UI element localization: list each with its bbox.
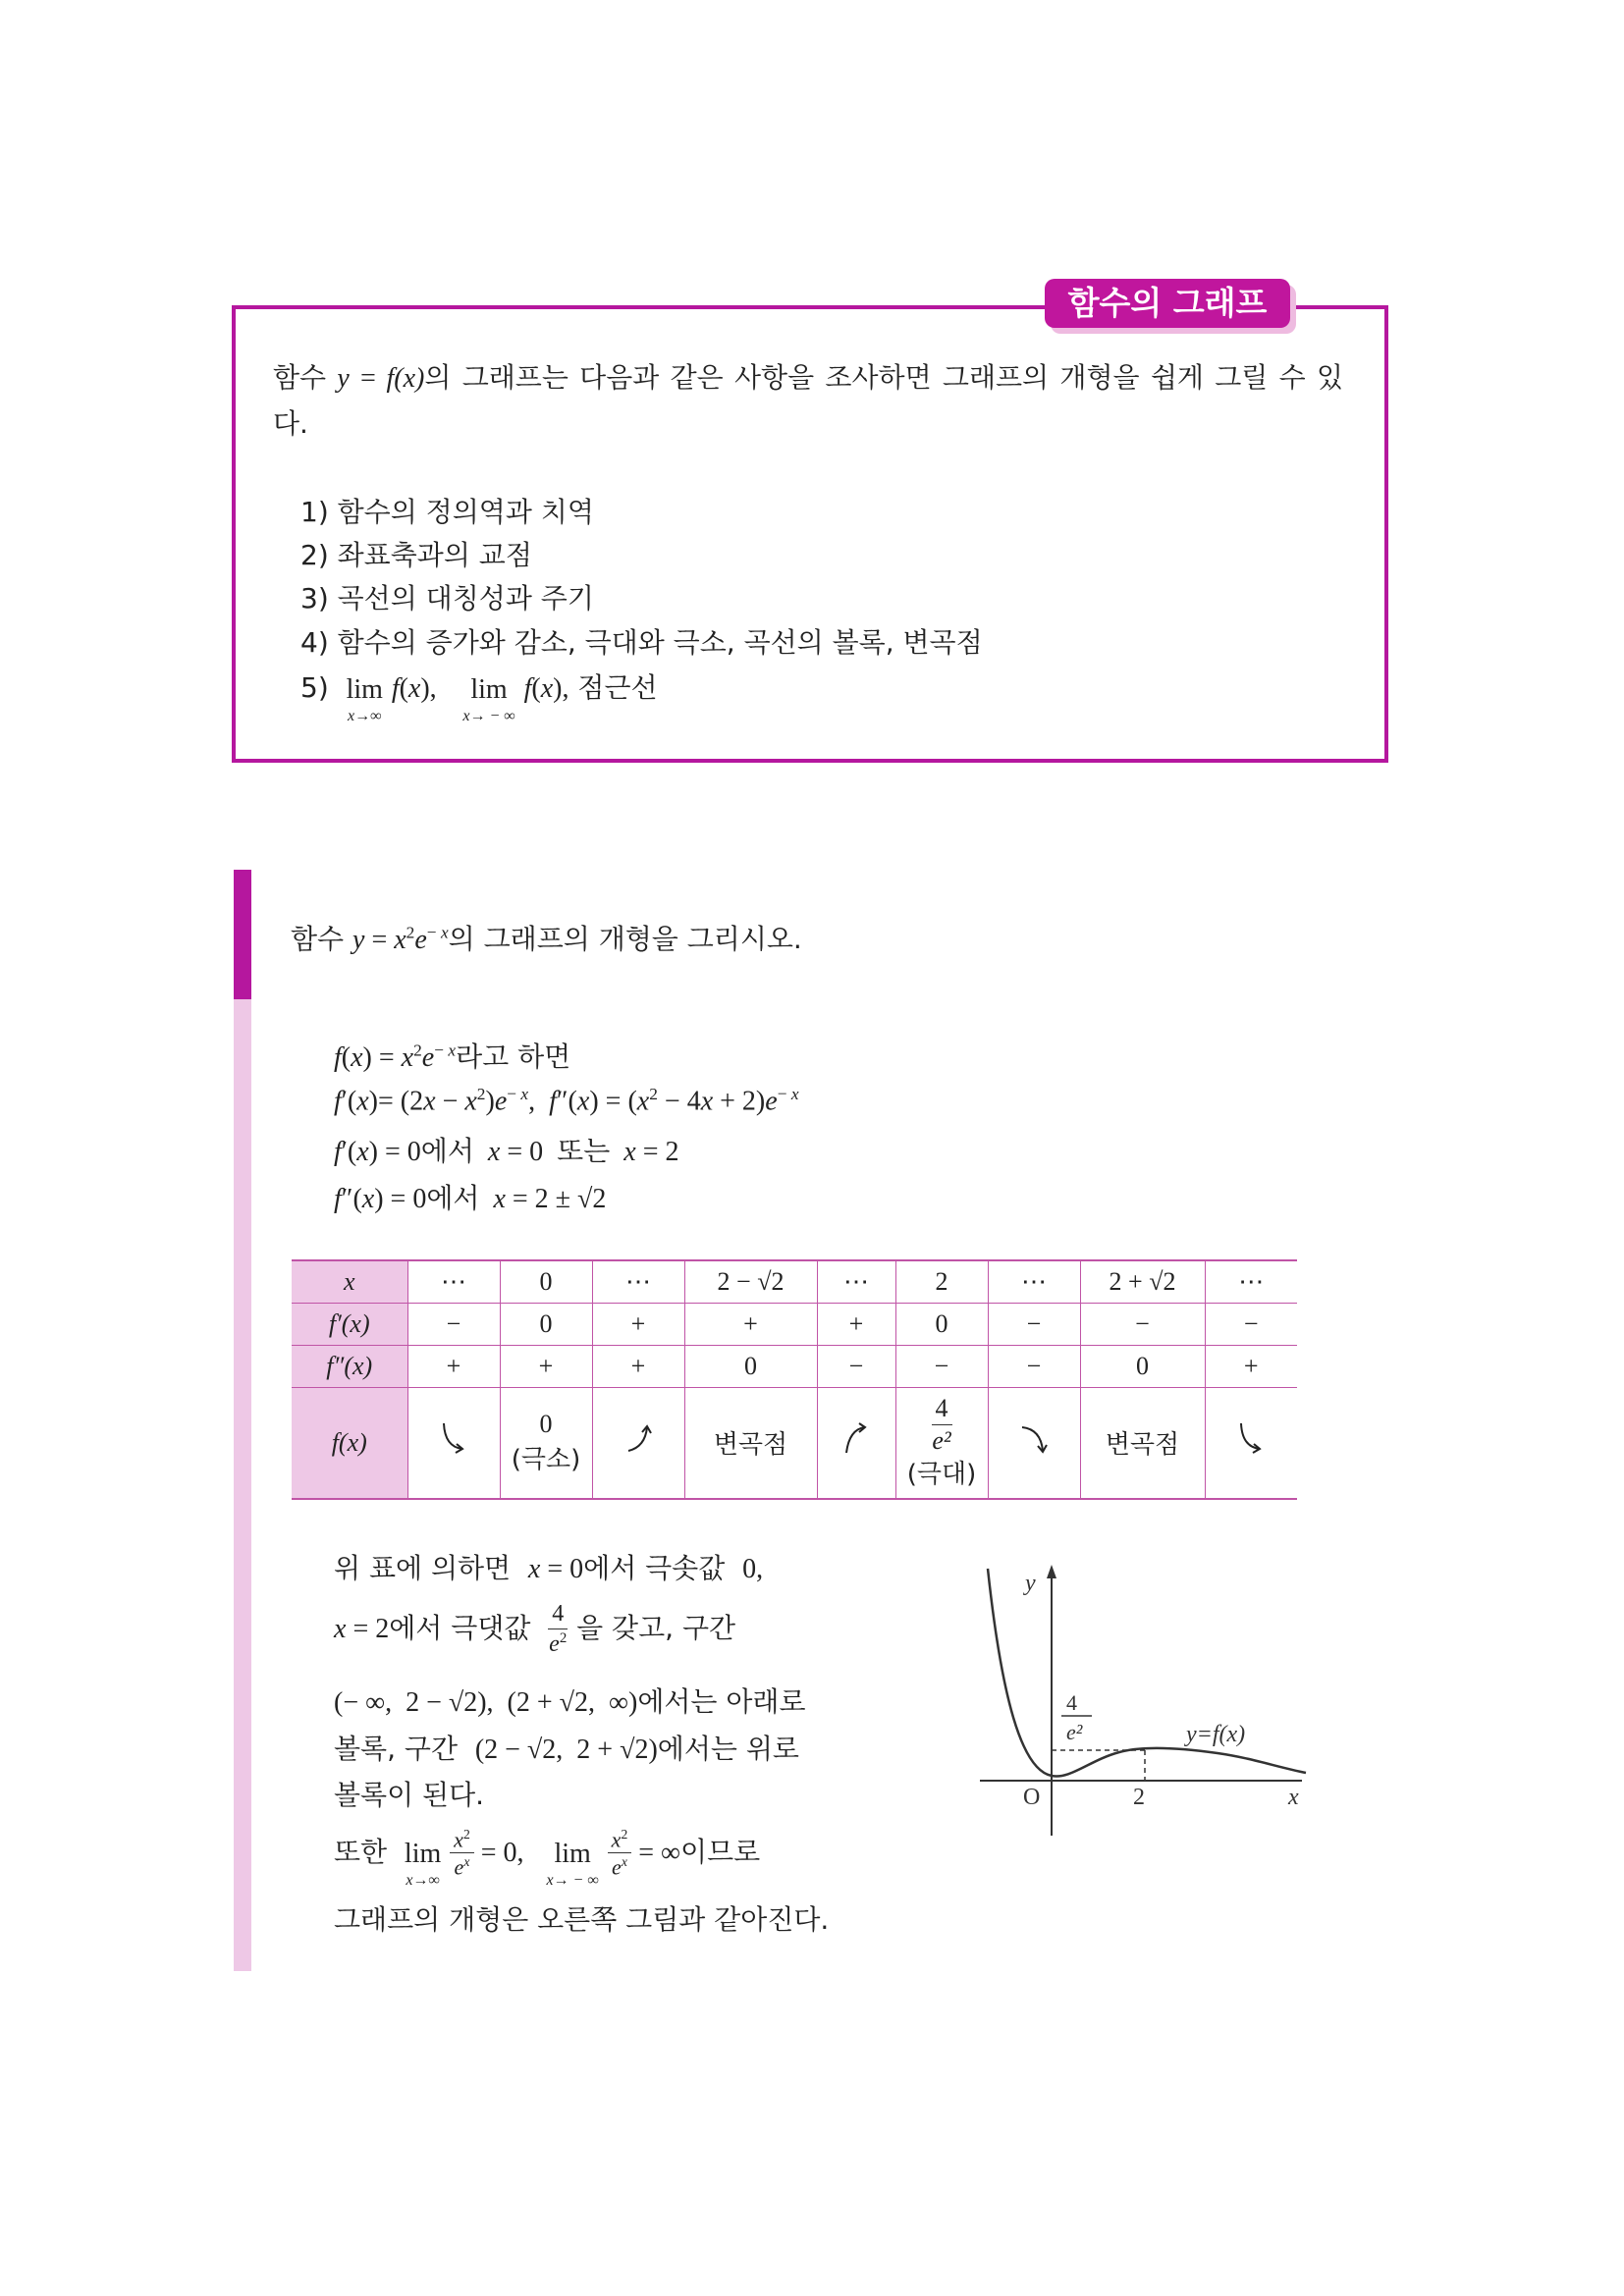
y-axis [1047,1565,1056,1836]
table-row-f [292,1387,1297,1499]
peak-label-den: e² [1066,1720,1083,1744]
concept-intro [273,355,1343,447]
curve-label: y=f(x) [1186,1722,1246,1747]
example-bar-accent [234,870,251,999]
table-cell: 0 [500,1303,592,1345]
table-cell: 0 [500,1260,592,1303]
table-cell: ⋯ [407,1260,500,1303]
table-header-f-prime: f′(x) [292,1303,407,1345]
table-header-f-double-prime: f″(x) [292,1345,407,1387]
table-cell: ⋯ [817,1260,895,1303]
conclusion-line-4: 볼록, 구간 (2 − √2, 2 + √2)에서는 위로 [334,1733,799,1765]
decreasing-concave-down-icon [988,1387,1080,1499]
inflection-point-2: 변곡점 [1080,1387,1205,1499]
origin-label: O [1023,1785,1041,1810]
table-cell: ⋯ [1205,1260,1297,1303]
table-cell: + [817,1303,895,1345]
limit-pos-inf: lim x→∞ [346,674,383,724]
concept-item-3: 3) 곡선의 대칭성과 주기 [300,582,594,614]
conclusion-line-2: x = 2에서 극댓값 $\frac{4}{e^2}$ 을 갖고, 구간 [334,1601,736,1658]
concept-item-5: 5) lim x→∞ f(x), lim x→ − ∞ f(x), 점근선 [300,671,658,724]
intro-text-b: 의 그래프는 다음과 같은 사항을 조사하면 그래프의 개형을 쉽게 그릴 수 있다. [273,361,1343,440]
x-tick-label: 2 [1133,1785,1145,1810]
solution-line-1: $f(x) = x^2e^{- x}$라고 하면 [334,1041,571,1073]
limit-neg-inf: lim x→ − ∞ [462,674,515,724]
table-cell: − [1080,1303,1205,1345]
concept-title-badge: 함수의 그래프 [1045,279,1290,328]
y-axis-arrow-icon [1047,1565,1056,1578]
table-cell: 2 + √2 [1080,1260,1205,1303]
example-bar [234,999,251,1971]
concept-item-2: 2) 좌표축과의 교점 [300,539,532,571]
table-cell: − [988,1303,1080,1345]
table-cell: ⋯ [592,1260,684,1303]
table-cell: 0 [684,1345,817,1387]
solution-line-4: f″(x) = 0에서 x = 2 ± √2 [334,1182,607,1214]
intro-text-a: 함수 [273,361,338,394]
item5-num: 5) [300,671,329,704]
conclusion-line-3: (− ∞, 2 − √2), (2 + √2, ∞)에서는 아래로 [334,1685,806,1718]
decreasing-concave-up-icon [1205,1387,1297,1499]
table-header-f: f(x) [292,1387,407,1499]
increasing-concave-down-icon [817,1387,895,1499]
intro-math: y = f(x) [337,363,425,394]
table-cell: + [1205,1345,1297,1387]
y-axis-label: y [1025,1571,1036,1596]
function-graph [972,1559,1316,1843]
sign-table [292,1259,1297,1500]
table-cell: + [684,1303,817,1345]
conclusion-line-5: 볼록이 된다. [334,1779,485,1811]
table-cell: + [592,1345,684,1387]
table-cell: + [500,1345,592,1387]
max-label: (극대) [906,1460,977,1490]
table-row-f-double-prime [292,1345,1297,1387]
function-curve [988,1569,1306,1777]
min-label: (극소) [511,1445,581,1475]
conclusion-line-7: 그래프의 개형은 오른쪽 그림과 같아진다. [334,1903,830,1936]
table-cell-min [500,1387,592,1499]
table-cell: − [895,1345,988,1387]
concept-item-1: 1) 함수의 정의역과 치역 [300,496,594,528]
increasing-concave-up-icon [592,1387,684,1499]
table-cell: + [592,1303,684,1345]
conclusion-line-6: 또한 lim x→∞ $\frac{x^2}{e^x}$ = 0, lim x→ − ∞ $\frac{x^2}{e^x}$ = ∞이므로 [334,1827,761,1889]
peak-label-num: 4 [1066,1690,1077,1715]
solution-line-3: f′(x) = 0에서 x = 0 또는 x = 2 [334,1135,679,1167]
table-cell: ⋯ [988,1260,1080,1303]
inflection-point-1: 변곡점 [684,1387,817,1499]
table-row-x [292,1260,1297,1303]
table-row-f-prime [292,1303,1297,1345]
table-cell: − [407,1303,500,1345]
conclusion-line-1: 위 표에 의하면 x = 0에서 극솟값 0, [334,1552,764,1584]
table-cell: − [817,1345,895,1387]
min-value: 0 [539,1410,553,1439]
decreasing-concave-up-icon [407,1387,500,1499]
table-cell: − [1205,1303,1297,1345]
table-cell-max: $\frac{4}{\text{e²}}$ (극대) [895,1387,988,1499]
concept-item-4: 4) 함수의 증가와 감소, 극대와 극소, 곡선의 볼록, 변곡점 [300,626,983,659]
table-cell: 2 [895,1260,988,1303]
table-cell: 0 [895,1303,988,1345]
table-cell: + [407,1345,500,1387]
x-axis-label: x [1288,1785,1299,1810]
table-cell: 2 − √2 [684,1260,817,1303]
item5-tail: 점근선 [577,671,658,704]
example-question: 함수 $y = x^2e^{- x}$의 그래프의 개형을 그리시오. [291,923,802,955]
table-cell: 0 [1080,1345,1205,1387]
solution-line-2: $f'(x)= (2x - x^2)e^{- x}$, $f''(x) = (x^2 - 4x + 2)e^{- x}$ [334,1085,799,1117]
table-cell: − [988,1345,1080,1387]
table-header-x: x [292,1260,407,1303]
